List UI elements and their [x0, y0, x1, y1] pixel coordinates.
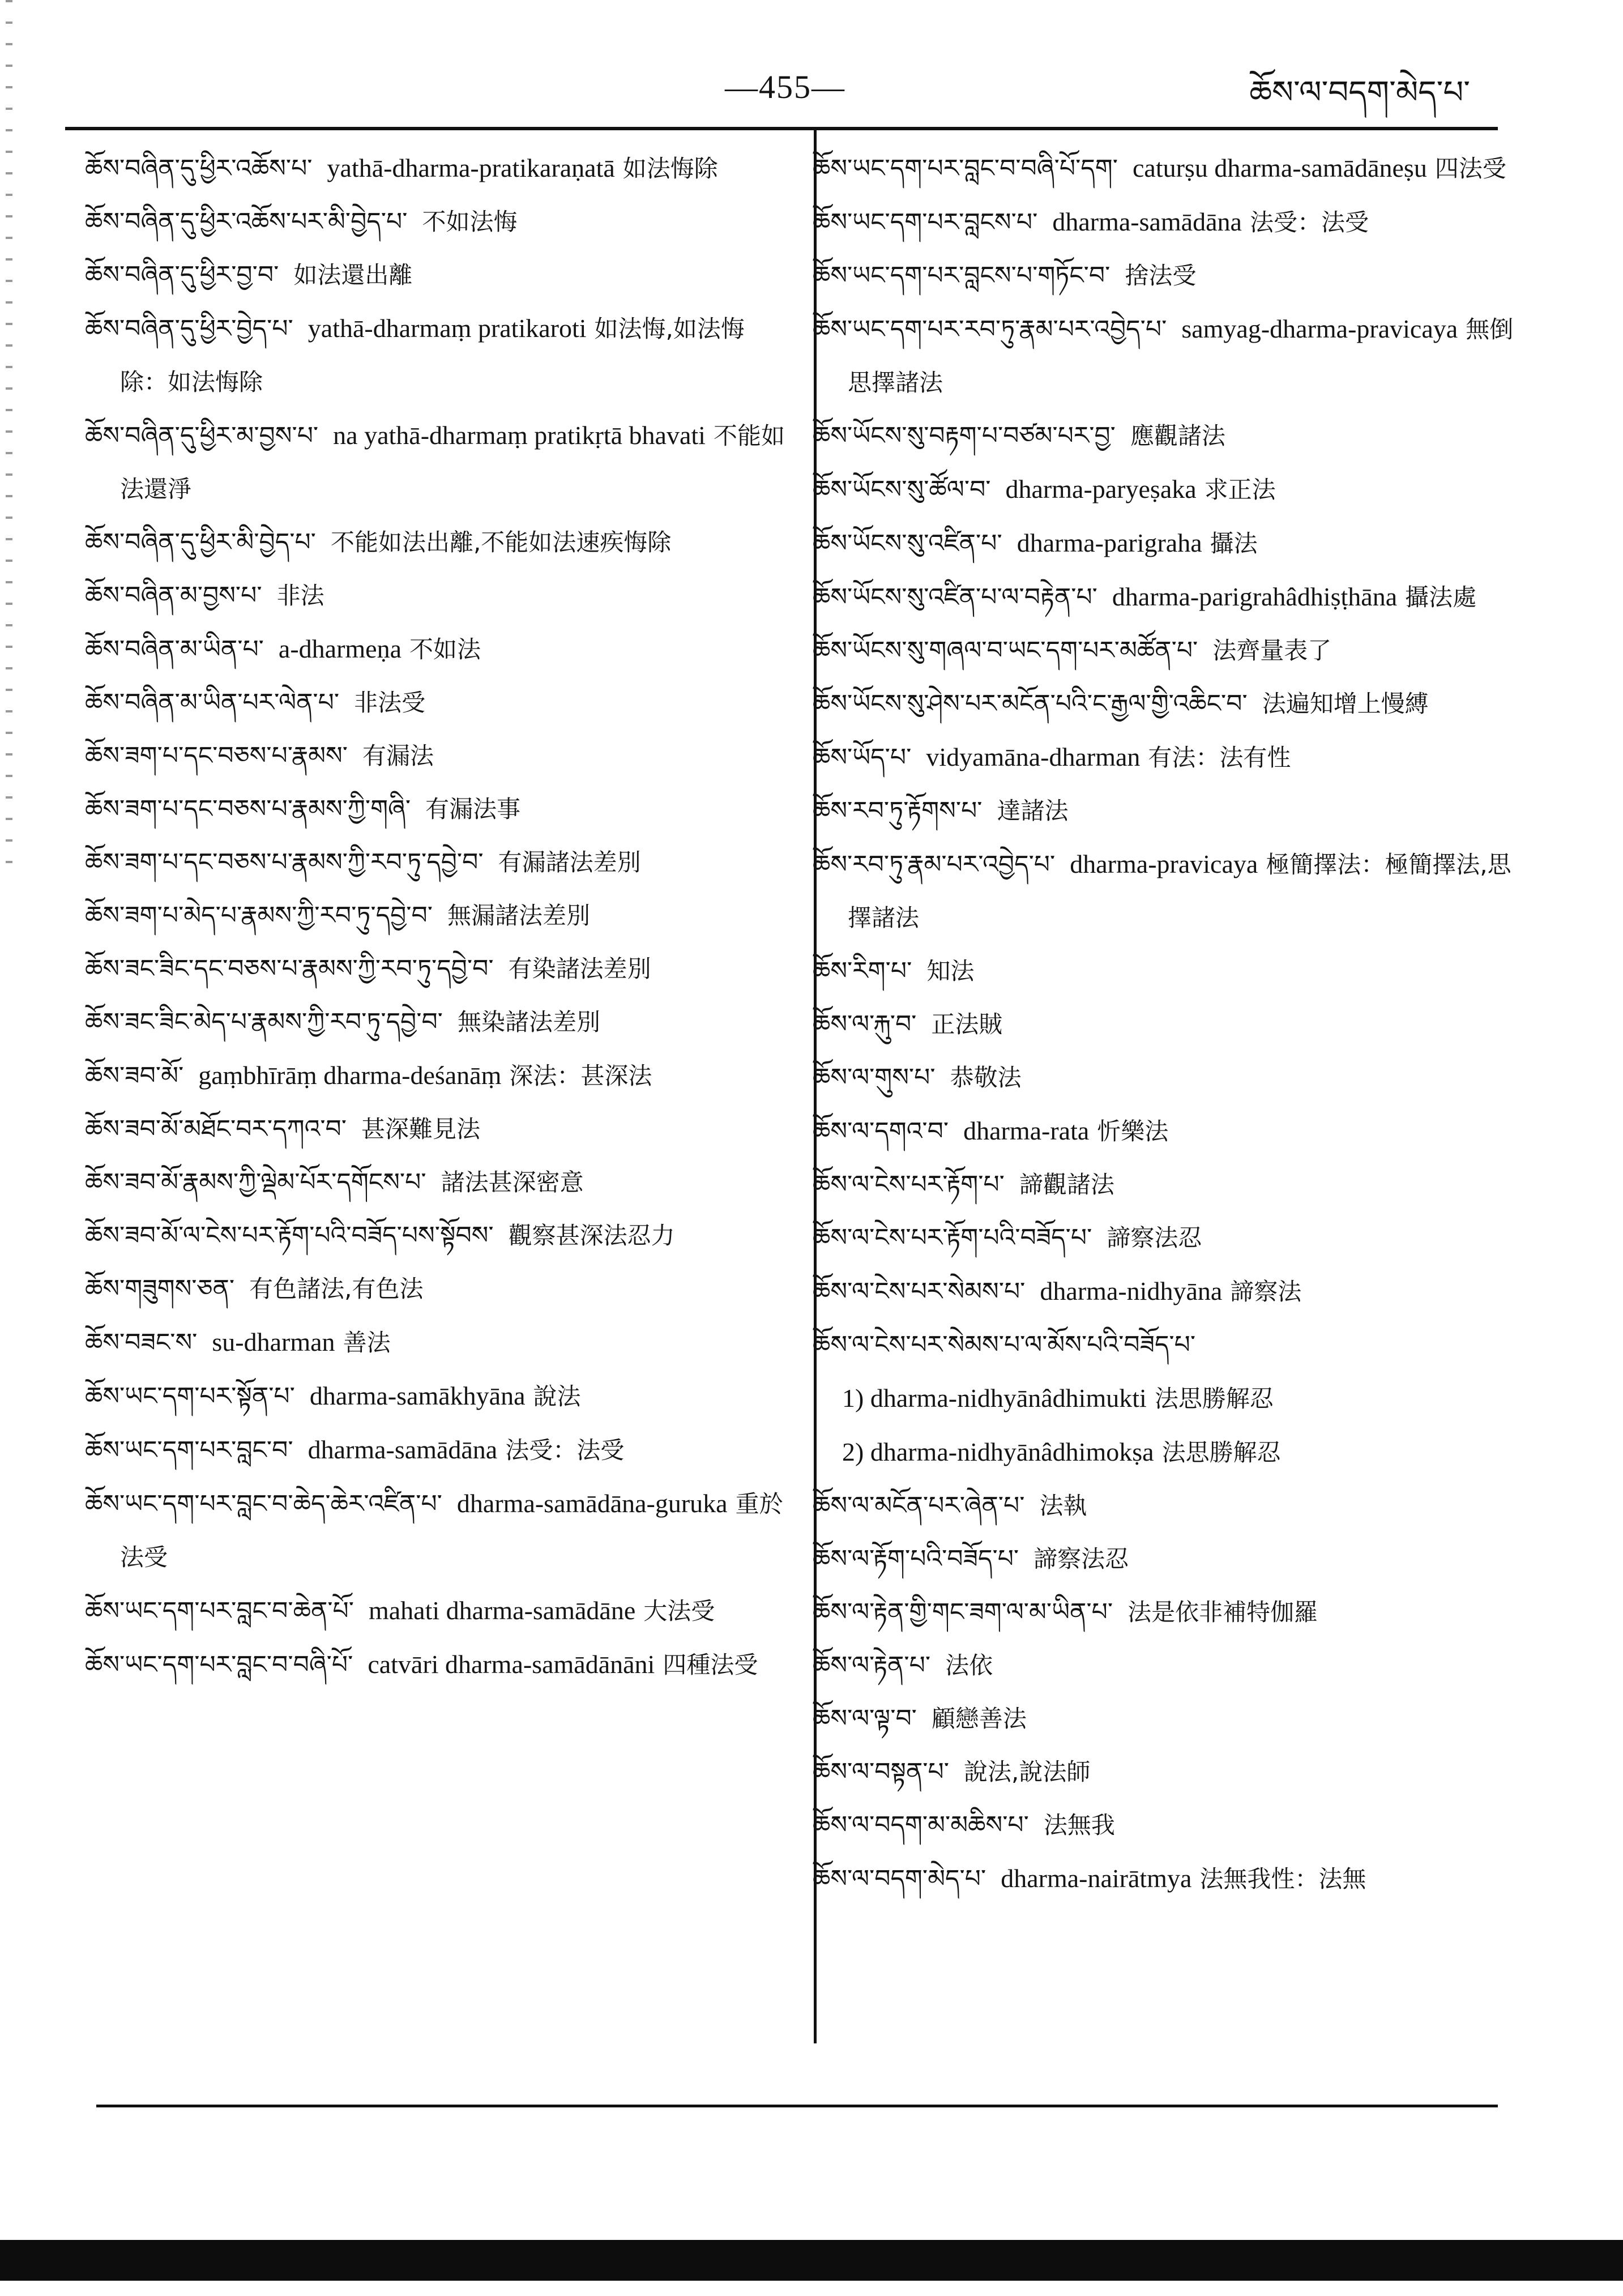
- chinese-gloss: 非法: [276, 582, 324, 609]
- dictionary-entry: [813, 838, 1521, 945]
- chinese-gloss: 法執: [1039, 1492, 1087, 1520]
- chinese-gloss: 大法受: [643, 1597, 715, 1625]
- chinese-gloss: 不如法悔: [422, 208, 518, 236]
- sanskrit-equivalent: caturṣu dharma-samādāneṣu: [1133, 153, 1427, 182]
- chinese-gloss: 非法受: [354, 689, 426, 716]
- tibetan-headword: ཆོས་ལ་རྟེན་པ་: [813, 1651, 931, 1680]
- chinese-gloss: 說法,說法師: [964, 1758, 1091, 1786]
- dictionary-entry: [85, 1209, 787, 1262]
- sanskrit-equivalent: dharma-pravicaya: [1070, 850, 1258, 878]
- sanskrit-equivalent: dharma-parigraha: [1016, 528, 1202, 557]
- chinese-gloss: 諦察法忍: [1033, 1545, 1129, 1573]
- chinese-gloss: 忻樂法: [1097, 1117, 1169, 1145]
- tibetan-headword: ཆོས་ལ་གུས་པ་: [813, 1063, 936, 1092]
- tibetan-headword: ཆོས་ལ་རྐུ་བ་: [813, 1010, 917, 1039]
- tibetan-headword: ཆོས་རིག་པ་: [813, 957, 912, 985]
- sanskrit-equivalent: vidyamāna-dharman: [926, 742, 1141, 771]
- chinese-gloss: 顧戀善法: [931, 1705, 1027, 1732]
- dictionary-entry: [813, 784, 1521, 838]
- dictionary-entry: [85, 1156, 787, 1209]
- tibetan-headword: ཆོས་བཞིན་མ་ཡིན་པ་: [85, 635, 264, 664]
- tibetan-headword: ཆོས་ཡང་དག་པར་བླངས་པ་གཏོང་བ་: [813, 261, 1111, 290]
- chinese-gloss: 有漏諸法差別: [498, 848, 641, 876]
- chinese-gloss: 無染諸法差別: [457, 1008, 600, 1036]
- dictionary-entry: [813, 249, 1521, 302]
- running-head: ཆོས་ལ་བདག་མེད་པ་: [1249, 74, 1470, 111]
- tibetan-headword: ཆོས་ཟང་ཟིང་དང་བཅས་པ་རྣམས་ཀྱི་རབ་ཏུ་དབྱེ་བ་: [85, 954, 494, 983]
- chinese-gloss: 達諸法: [997, 797, 1069, 825]
- chinese-gloss: 重於法受: [120, 1490, 783, 1571]
- tibetan-headword: ཆོས་ལ་བསྟན་པ་: [813, 1757, 949, 1786]
- chinese-gloss: 如法悔除: [622, 155, 718, 182]
- tibetan-headword: ཆོས་ཡོངས་སུ་ཚོལ་བ་: [813, 475, 991, 504]
- sanskrit-equivalent: dharma-rata: [963, 1116, 1090, 1145]
- tibetan-headword: ཆོས་ལ་ངེས་པར་སེམས་པ་ལ་མོས་པའི་བཟོད་པ་: [813, 1330, 1196, 1359]
- tibetan-headword: ཆོས་ལ་རྟོག་པའི་བཟོད་པ་: [813, 1544, 1019, 1573]
- tibetan-headword: ཆོས་ཡོངས་སུ་འཛིན་པ་: [813, 529, 1002, 558]
- dictionary-entry: [813, 731, 1521, 784]
- chinese-gloss: 如法還出離: [293, 261, 413, 289]
- chinese-gloss: 四法受: [1434, 155, 1506, 182]
- right-column: [813, 142, 1521, 1906]
- sanskrit-equivalent: 2) dharma-nidhyānâdhimokṣa: [842, 1437, 1154, 1466]
- tibetan-headword: ཆོས་བཞིན་མ་བྱས་པ་: [85, 581, 262, 610]
- sanskrit-equivalent: 1) dharma-nidhyānâdhimukti: [842, 1384, 1147, 1412]
- dictionary-entry: [813, 302, 1521, 409]
- dictionary-entry: [85, 1638, 787, 1692]
- chinese-gloss: 四種法受: [663, 1651, 758, 1679]
- dictionary-entry: [813, 409, 1521, 463]
- dictionary-entry: [813, 463, 1521, 517]
- chinese-gloss: 知法: [926, 957, 975, 985]
- dictionary-entry: [85, 1103, 787, 1156]
- tibetan-headword: ཆོས་ཡོད་པ་: [813, 743, 912, 772]
- sanskrit-equivalent: yathā-dharmaṃ pratikaroti: [307, 314, 587, 343]
- dictionary-entry: [813, 677, 1521, 731]
- dictionary-entry: [85, 996, 787, 1049]
- chinese-gloss: 捨法受: [1125, 262, 1197, 289]
- sanskrit-equivalent: catvāri dharma-samādānāni: [368, 1650, 655, 1679]
- dictionary-entry: [813, 1852, 1521, 1906]
- dictionary-entry: [813, 195, 1521, 249]
- dictionary-entry: [813, 517, 1521, 570]
- sanskrit-equivalent: dharma-samākhyāna: [309, 1381, 526, 1410]
- tibetan-headword: ཆོས་བཞིན་དུ་ཕྱིར་མ་བྱས་པ་: [85, 421, 319, 450]
- sanskrit-equivalent: dharma-parigrahâdhiṣṭhāna: [1112, 582, 1398, 611]
- chinese-gloss: 法是依非補特伽羅: [1127, 1598, 1318, 1626]
- sanskrit-equivalent: mahati dharma-samādāne: [368, 1596, 636, 1625]
- dictionary-entry: [85, 729, 787, 783]
- chinese-gloss: 諦察法: [1230, 1278, 1302, 1305]
- chinese-gloss: 法無我: [1043, 1811, 1115, 1839]
- tibetan-headword: ཆོས་ཡོངས་སུ་གཞལ་བ་ཡང་དག་པར་མཚོན་པ་: [813, 636, 1198, 665]
- tibetan-headword: ཆོས་བཞིན་མ་ཡིན་པར་ལེན་པ་: [85, 688, 340, 717]
- tibetan-headword: ཆོས་རབ་ཏུ་རྟོགས་པ་: [813, 796, 983, 825]
- dictionary-entry: [813, 1318, 1521, 1372]
- dictionary-entry: [85, 142, 787, 195]
- tibetan-headword: ཆོས་ལ་རྟེན་གྱི་གང་ཟག་ལ་མ་ཡིན་པ་: [813, 1598, 1113, 1627]
- sanskrit-equivalent: su-dharman: [212, 1328, 335, 1356]
- chinese-gloss: 諦察法忍: [1107, 1224, 1202, 1252]
- chinese-gloss: 攝法處: [1405, 583, 1477, 611]
- dictionary-entry: [85, 1262, 787, 1316]
- sanskrit-equivalent: yathā-dharma-pratikaraṇatā: [327, 153, 615, 182]
- dictionary-entry: [813, 998, 1521, 1051]
- page-number: —455—: [725, 69, 845, 105]
- chinese-gloss: 不能如法還淨: [120, 422, 785, 503]
- dictionary-entry: [813, 570, 1521, 624]
- sanskrit-equivalent: dharma-samādāna-guruka: [456, 1489, 728, 1518]
- left-column: [85, 142, 787, 1692]
- dictionary-entry: [813, 1426, 1521, 1479]
- top-rule: [65, 127, 1498, 130]
- tibetan-headword: ཆོས་ཟབ་མོ་ལ་ངེས་པར་རྟོག་པའི་བཟོད་པས་སྟོབས་: [85, 1221, 494, 1250]
- tibetan-headword: ཆོས་ཡང་དག་པར་བླང་བ་བཞི་པོ་དག་: [813, 154, 1118, 183]
- bottom-rule: [96, 2105, 1498, 2107]
- chinese-gloss: 如法悔,如法悔除：如法悔除: [120, 315, 745, 396]
- dictionary-entry: [813, 1265, 1521, 1318]
- chinese-gloss: 有染諸法差別: [508, 955, 651, 983]
- tibetan-headword: ཆོས་ཟབ་མོ་མཐོང་བར་དཀའ་བ་: [85, 1115, 347, 1143]
- dictionary-entry: [813, 142, 1521, 195]
- chinese-gloss: 法依: [945, 1651, 993, 1679]
- tibetan-headword: ཆོས་ཡང་དག་པར་རབ་ཏུ་རྣམ་པར་འབྱེད་པ་: [813, 315, 1167, 344]
- scan-bottom-band: [0, 2240, 1623, 2281]
- dictionary-entry: [85, 676, 787, 729]
- chinese-gloss: 法受：法受: [505, 1436, 625, 1464]
- dictionary-entry: [85, 409, 787, 516]
- chinese-gloss: 說法: [533, 1382, 581, 1410]
- sanskrit-equivalent: na yathā-dharmaṃ pratikṛtā bhavati: [333, 421, 706, 450]
- dictionary-entry: [85, 889, 787, 942]
- tibetan-headword: ཆོས་ཟབ་མོ་རྣམས་ཀྱི་ལྡེམ་པོར་དགོངས་པ་: [85, 1168, 426, 1197]
- dictionary-entry: [813, 1158, 1521, 1211]
- dictionary-entry: [85, 1369, 787, 1423]
- dictionary-entry: [813, 1799, 1521, 1852]
- chinese-gloss: 不能如法出離,不能如法速疾悔除: [330, 528, 672, 556]
- chinese-gloss: 有漏法事: [425, 795, 521, 823]
- dictionary-entry: [813, 1746, 1521, 1799]
- sanskrit-equivalent: dharma-nairātmya: [1001, 1864, 1192, 1893]
- dictionary-entry: [813, 945, 1521, 998]
- chinese-gloss: 恭敬法: [950, 1064, 1022, 1091]
- tibetan-headword: ཆོས་ལ་ངེས་པར་རྟོག་པའི་བཟོད་པ་: [813, 1223, 1092, 1252]
- sanskrit-equivalent: dharma-nidhyāna: [1040, 1277, 1223, 1305]
- tibetan-headword: ཆོས་ཡང་དག་པར་བླང་བ་ཆེད་ཆེར་འཛིན་པ་: [85, 1490, 442, 1518]
- chinese-gloss: 應觀諸法: [1130, 422, 1225, 450]
- chinese-gloss: 法思勝解忍: [1161, 1439, 1281, 1466]
- tibetan-headword: ཆོས་ཡང་དག་པར་བླང་བ་བཞི་པོ་: [85, 1650, 353, 1679]
- dictionary-entry: [85, 836, 787, 889]
- chinese-gloss: 法思勝解忍: [1154, 1385, 1274, 1412]
- tibetan-headword: ཆོས་ལ་བདག་མ་མཆིས་པ་: [813, 1811, 1029, 1840]
- chinese-gloss: 求正法: [1204, 476, 1276, 503]
- dictionary-entry: [85, 942, 787, 996]
- scan-edge-dots: [6, 0, 12, 878]
- dictionary-entry: [813, 1051, 1521, 1104]
- dictionary-entry: [85, 1316, 787, 1369]
- dictionary-entry: [85, 302, 787, 409]
- dictionary-entry: [813, 1104, 1521, 1158]
- tibetan-headword: ཆོས་བཞིན་དུ་ཕྱིར་འཆོས་པར་མི་བྱེད་པ་: [85, 207, 408, 236]
- chinese-gloss: 無倒思擇諸法: [848, 315, 1514, 396]
- chinese-gloss: 無漏諸法差別: [447, 902, 590, 929]
- tibetan-headword: ཆོས་གཟུགས་ཅན་: [85, 1274, 235, 1303]
- chinese-gloss: 法遍知增上慢縛: [1262, 690, 1429, 718]
- tibetan-headword: ཆོས་ཟང་ཟིང་མེད་པ་རྣམས་ཀྱི་རབ་ཏུ་དབྱེ་བ་: [85, 1008, 443, 1036]
- tibetan-headword: ཆོས་བཟང་ས་: [85, 1328, 198, 1357]
- dictionary-entry: [85, 783, 787, 836]
- dictionary-entry: [813, 1586, 1521, 1639]
- tibetan-headword: ཆོས་ཟག་པ་མེད་པ་རྣམས་ཀྱི་རབ་ཏུ་དབྱེ་བ་: [85, 901, 433, 930]
- sanskrit-equivalent: gaṃbhīrāṃ dharma-deśanāṃ: [198, 1061, 502, 1090]
- tibetan-headword: ཆོས་ཟག་པ་དང་བཅས་པ་རྣམས་ཀྱི་རབ་ཏུ་དབྱེ་བ་: [85, 848, 484, 877]
- chinese-gloss: 攝法: [1210, 530, 1258, 557]
- chinese-gloss: 有色諸法,有色法: [249, 1275, 424, 1303]
- chinese-gloss: 諦觀諸法: [1019, 1171, 1114, 1198]
- dictionary-entry: [813, 1639, 1521, 1692]
- dictionary-entry: [85, 249, 787, 302]
- chinese-gloss: 諸法甚深密意: [441, 1168, 584, 1196]
- tibetan-headword: ཆོས་ཡང་དག་པར་བླངས་པ་: [813, 208, 1038, 237]
- dictionary-entry: [85, 1049, 787, 1103]
- chinese-gloss: 正法賊: [931, 1010, 1003, 1038]
- tibetan-headword: ཆོས་ཟབ་མོ་: [85, 1061, 184, 1090]
- tibetan-headword: ཆོས་བཞིན་དུ་ཕྱིར་བྱ་བ་: [85, 261, 279, 289]
- chinese-gloss: 深法：甚深法: [509, 1062, 652, 1090]
- sanskrit-equivalent: dharma-samādāna: [1052, 207, 1242, 236]
- chinese-gloss: 極簡擇法：極簡擇法,思擇諸法: [848, 851, 1511, 932]
- dictionary-entry: [85, 569, 787, 622]
- chinese-gloss: 甚深難見法: [361, 1115, 481, 1143]
- tibetan-headword: ཆོས་ཡོངས་སུ་ཤེས་པར་མངོན་པའི་ང་རྒྱལ་གྱི་འཆིང་བ་: [813, 689, 1248, 718]
- dictionary-entry: [813, 1479, 1521, 1533]
- tibetan-headword: ཆོས་ལ་ལྟ་བ་: [813, 1704, 917, 1733]
- dictionary-entry: [85, 1477, 787, 1584]
- chinese-gloss: 法無我性：法無: [1199, 1865, 1366, 1893]
- dictionary-entry: [85, 195, 787, 249]
- dictionary-entry: [813, 1211, 1521, 1265]
- tibetan-headword: ཆོས་བཞིན་དུ་ཕྱིར་བྱེད་པ་: [85, 314, 293, 343]
- chinese-gloss: 善法: [343, 1329, 391, 1356]
- sanskrit-equivalent: dharma-paryeṣaka: [1005, 475, 1197, 503]
- dictionary-entry: [813, 624, 1521, 677]
- dictionary-entry: [813, 1692, 1521, 1746]
- sanskrit-equivalent: a-dharmeṇa: [278, 634, 402, 663]
- tibetan-headword: ཆོས་རབ་ཏུ་རྣམ་པར་འབྱེད་པ་: [813, 850, 1056, 879]
- tibetan-headword: ཆོས་ལ་དགའ་བ་: [813, 1117, 949, 1146]
- dictionary-entry: [813, 1533, 1521, 1586]
- tibetan-headword: ཆོས་ལ་བདག་མེད་པ་: [813, 1864, 986, 1893]
- tibetan-headword: ཆོས་ཡང་དག་པར་བླང་བ་ཆེན་པོ་: [85, 1597, 354, 1625]
- sanskrit-equivalent: samyag-dharma-pravicaya: [1181, 314, 1458, 343]
- dictionary-entry: [813, 1372, 1521, 1426]
- chinese-gloss: 不如法: [409, 635, 481, 663]
- tibetan-headword: ཆོས་ལ་མངོན་པར་ཞེན་པ་: [813, 1491, 1025, 1520]
- tibetan-headword: ཆོས་ཡོངས་སུ་བརྟག་པ་བཙམ་པར་བྱ་: [813, 421, 1116, 450]
- dictionary-entry: [85, 1584, 787, 1638]
- chinese-gloss: 有法：法有性: [1148, 744, 1291, 771]
- dictionary-entry: [85, 516, 787, 569]
- chinese-gloss: 法齊量表了: [1212, 637, 1332, 664]
- tibetan-headword: ཆོས་ཡང་དག་པར་བླང་བ་: [85, 1436, 293, 1465]
- chinese-gloss: 觀察甚深法忍力: [508, 1222, 675, 1249]
- tibetan-headword: ཆོས་ལ་ངེས་པར་རྟོག་པ་: [813, 1170, 1005, 1199]
- tibetan-headword: ཆོས་ཟག་པ་དང་བཅས་པ་རྣམས་: [85, 741, 348, 770]
- sanskrit-equivalent: dharma-samādāna: [307, 1435, 498, 1464]
- tibetan-headword: ཆོས་ལ་ངེས་པར་སེམས་པ་: [813, 1277, 1026, 1306]
- dictionary-entry: [85, 1423, 787, 1477]
- tibetan-headword: ཆོས་བཞིན་དུ་ཕྱིར་མི་བྱེད་པ་: [85, 528, 316, 557]
- dictionary-entry: [85, 622, 787, 676]
- tibetan-headword: ཆོས་ཟག་པ་དང་བཅས་པ་རྣམས་ཀྱི་གཞི་: [85, 795, 411, 823]
- tibetan-headword: ཆོས་ཡོངས་སུ་འཛིན་པ་ལ་བརྟེན་པ་: [813, 583, 1097, 612]
- tibetan-headword: ཆོས་བཞིན་དུ་ཕྱིར་འཆོས་པ་: [85, 154, 313, 183]
- chinese-gloss: 法受：法受: [1249, 208, 1369, 236]
- chinese-gloss: 有漏法: [362, 742, 434, 770]
- tibetan-headword: ཆོས་ཡང་དག་པར་སྟོན་པ་: [85, 1382, 295, 1411]
